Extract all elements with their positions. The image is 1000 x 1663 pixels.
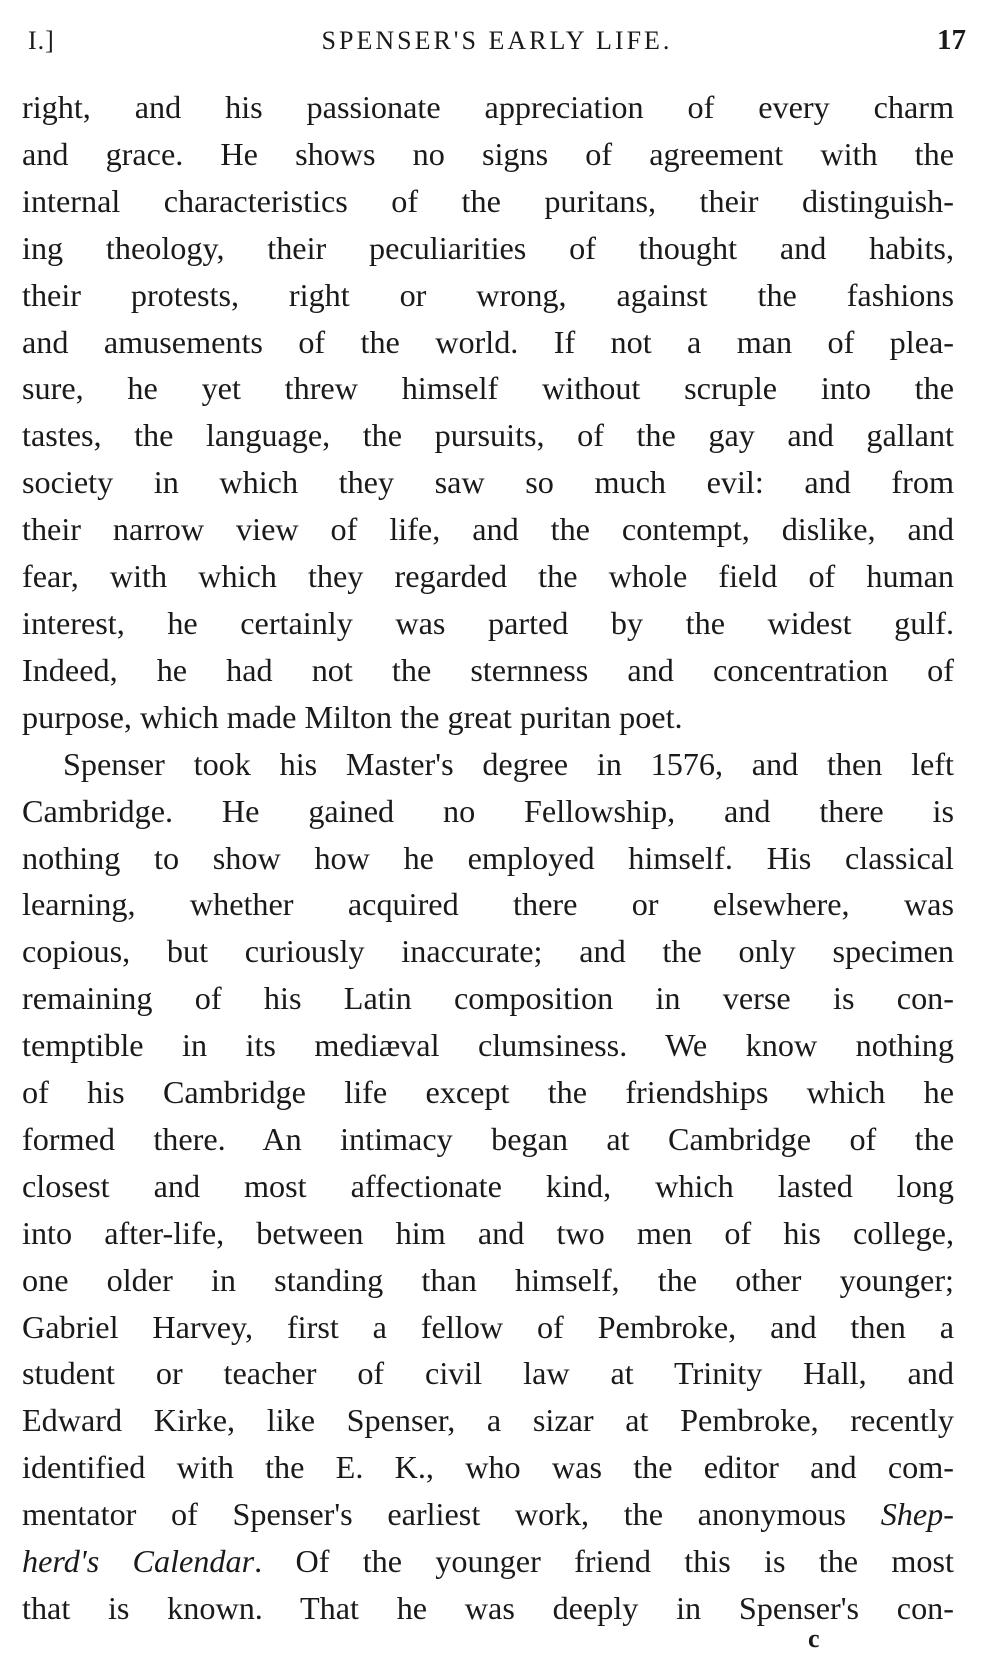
text-line: sure, he yet threw himself without scruple into the xyxy=(22,370,954,407)
text-line xyxy=(22,1538,954,1585)
italic-book-title: herd's Calendar xyxy=(22,1543,255,1580)
text-line: that is known. That he was deeply in Spenser's con- xyxy=(22,1590,954,1626)
text-line: identified with the E. K., who was the editor and com- xyxy=(22,1449,954,1486)
text-line: Edward Kirke, like Spenser, a sizar at Pembroke, recently xyxy=(22,1402,954,1439)
text-fragment: mentator of Spenser's earliest work, the anonymous xyxy=(22,1496,881,1533)
text-line: purpose, which made Milton the great puritan poet. xyxy=(22,698,683,735)
text-line: temptible in its mediæval clumsiness. We know nothing xyxy=(22,1027,954,1064)
page-number: 17 xyxy=(937,24,966,56)
text-line: remaining of his Latin composition in verse is con- xyxy=(22,980,954,1017)
text-line: into after-life, between him and two men of his college, xyxy=(22,1214,954,1251)
running-title: SPENSER'S EARLY LIFE. xyxy=(321,26,673,55)
text-line: of his Cambridge life except the friendships which he xyxy=(22,1074,954,1111)
text-line: nothing to show how he employed himself. His classical xyxy=(22,839,954,876)
italic-book-title: Shep- xyxy=(880,1496,954,1533)
running-header xyxy=(28,22,966,62)
text-line: closest and most affectionate kind, which lasted long xyxy=(22,1167,954,1204)
text-line: right, and his passionate appreciation of every charm xyxy=(22,89,954,125)
text-line: and amusements of the world. If not a man of plea- xyxy=(22,323,954,360)
body-text xyxy=(22,84,954,1632)
text-line: ing theology, their peculiarities of thought and habits, xyxy=(22,229,954,266)
text-line: learning, whether acquired there or elsewhere, was xyxy=(22,886,954,923)
text-line: student or teacher of civil law at Trinity Hall, and xyxy=(22,1355,954,1392)
text-line: Spenser took his Master's degree in 1576, and then left xyxy=(63,745,954,782)
text-line: interest, he certainly was parted by the widest gulf. xyxy=(22,604,954,641)
text-line: internal characteristics of the puritans, their distinguish- xyxy=(22,182,954,219)
text-line: Gabriel Harvey, first a fellow of Pembroke, and then a xyxy=(22,1308,954,1345)
text-line xyxy=(22,1491,954,1538)
text-line: formed there. An intimacy began at Cambridge of the xyxy=(22,1120,954,1157)
text-line: their narrow view of life, and the contempt, dislike, and xyxy=(22,511,954,548)
text-line: society in which they saw so much evil: and from xyxy=(22,464,954,501)
text-fragment: . Of the younger friend this is the most xyxy=(254,1543,954,1580)
text-line: Cambridge. He gained no Fellowship, and there is xyxy=(22,792,954,829)
signature-mark: c xyxy=(808,1624,820,1653)
text-line: Indeed, he had not the sternness and concentration of xyxy=(22,651,954,688)
text-line: copious, but curiously inaccurate; and the only specimen xyxy=(22,933,954,970)
text-line: fear, with which they regarded the whole field of human xyxy=(22,558,954,595)
text-line: one older in standing than himself, the other younger; xyxy=(22,1261,954,1298)
paragraph-1 xyxy=(22,84,954,741)
text-line: and grace. He shows no signs of agreement with the xyxy=(22,135,954,172)
text-line: their protests, right or wrong, against the fashions xyxy=(22,276,954,313)
text-line: tastes, the language, the pursuits, of the gay and gallant xyxy=(22,417,954,454)
chapter-number: I.] xyxy=(28,26,55,55)
paragraph-2 xyxy=(22,741,954,1632)
